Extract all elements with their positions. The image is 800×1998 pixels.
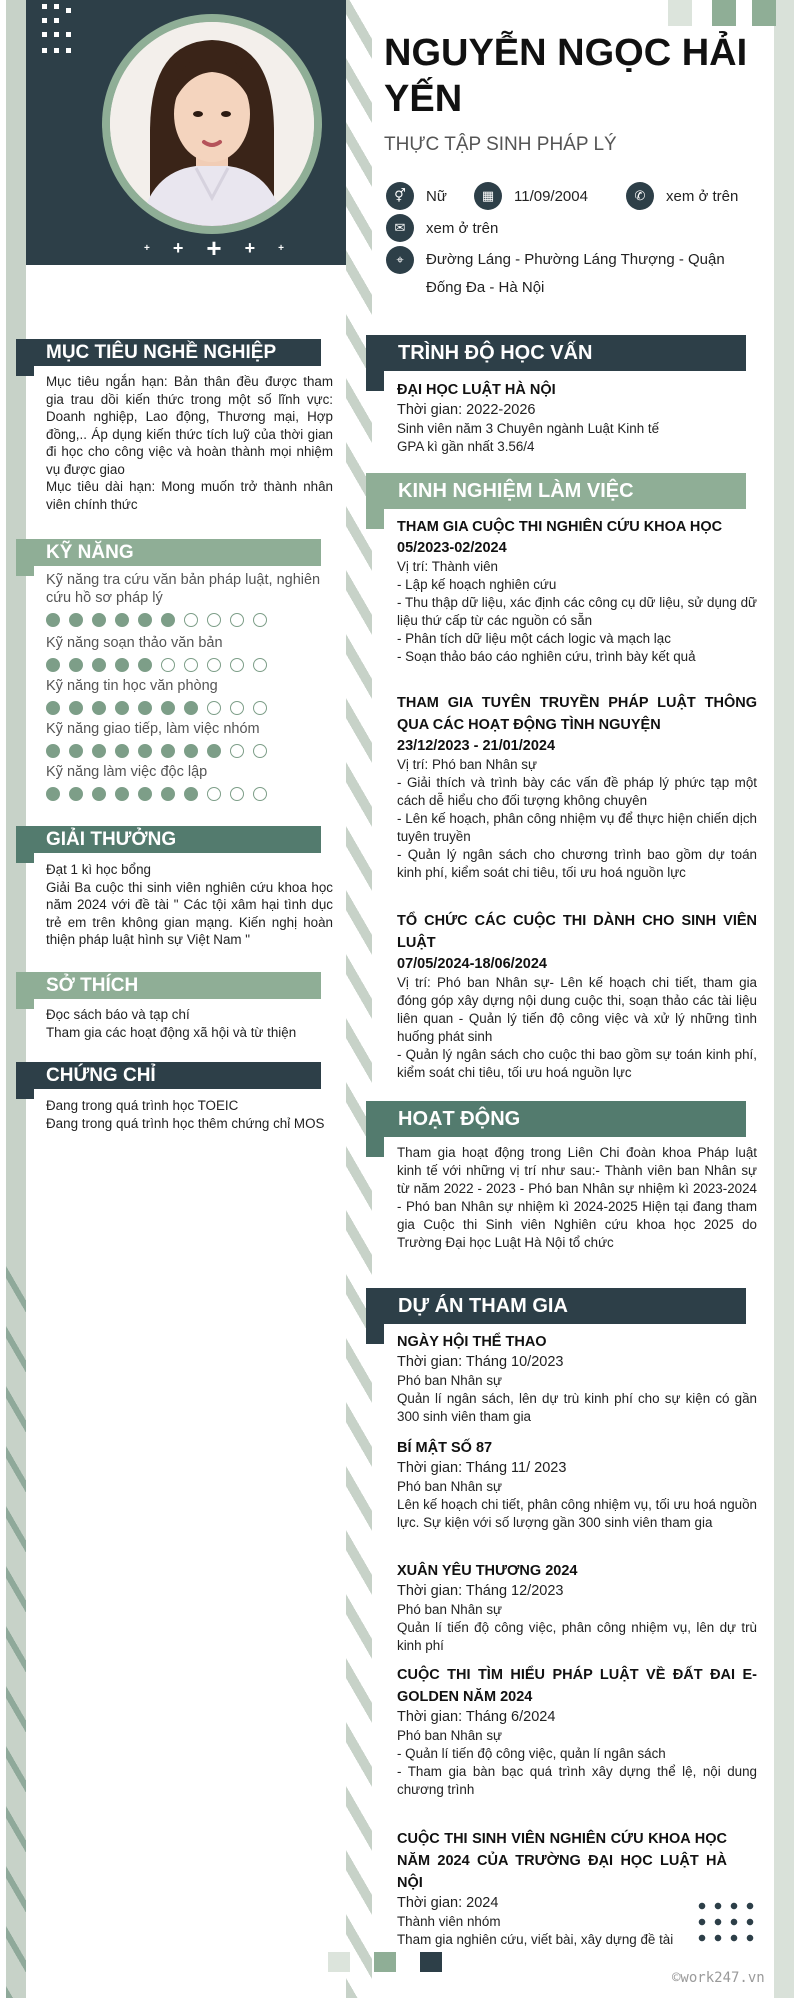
- rating-dot-filled: [92, 744, 106, 758]
- rating-dot-filled: [115, 613, 129, 627]
- rating-dot-filled: [115, 701, 129, 715]
- skill-name: Kỹ năng soạn thảo văn bản: [46, 635, 223, 651]
- email-value: xem ở trên: [426, 219, 499, 237]
- experience-date: 07/05/2024-18/06/2024: [397, 956, 547, 972]
- deco-square: [752, 0, 776, 26]
- project-desc: Quản lí ngân sách, lên dự trù kinh phí cho sự kiện có gần 300 sinh viên tham gia: [397, 1391, 757, 1424]
- education-gpa: GPA kì gần nhất 3.56/4: [397, 439, 535, 454]
- rating-dot-filled: [138, 613, 152, 627]
- rating-dot-filled: [69, 613, 83, 627]
- rating-dot-empty: [184, 613, 198, 627]
- address-value: Đường Láng - Phường Láng Thượng - Quận Đống Đa - Hà Nội: [426, 251, 725, 296]
- experience-item: [397, 692, 757, 882]
- experience-date: 23/12/2023 - 21/01/2024: [397, 738, 556, 754]
- rating-dot-filled: [46, 701, 60, 715]
- gender-value: Nữ: [426, 187, 447, 205]
- project-time: Thời gian: Tháng 12/2023: [397, 1583, 564, 1599]
- dots-grid-decoration: [42, 4, 76, 60]
- rating-dot-empty: [230, 658, 244, 672]
- rating-dot-filled: [207, 744, 221, 758]
- experience-desc: - Lập kế hoạch nghiên cứu - Thu thập dữ liệu, xác định các công cụ dữ liệu, sử dụng dữ liệu thứ cấp từ các nguồn có sẵn - Phân tích dữ liệu một cách logic và mạch lạc - Soạn thảo báo cáo nghiên cứu, trình bày kết quả: [397, 577, 757, 664]
- rating-dot-filled: [46, 787, 60, 801]
- plus-icon: +: [206, 232, 222, 263]
- rating-dot-empty: [253, 658, 267, 672]
- rating-dot-filled: [46, 744, 60, 758]
- experience-title: TỔ CHỨC CÁC CUỘC THI DÀNH CHO SINH VIÊN LUẬT: [397, 913, 757, 951]
- rating-dot-filled: [69, 701, 83, 715]
- calendar-icon: ▦: [474, 182, 502, 210]
- experience-role: Vị trí: Phó ban Nhân sự: [397, 757, 537, 772]
- project-item: [397, 1828, 727, 1949]
- middle-hatch-stripe: [346, 0, 372, 1998]
- project-role: Phó ban Nhân sự: [397, 1373, 503, 1388]
- heading-tab: [366, 509, 384, 529]
- rating-dot-filled: [184, 787, 198, 801]
- skill-name: Kỹ năng làm việc độc lập: [46, 764, 208, 780]
- heading-tab: [366, 1137, 384, 1157]
- skill-rating: [46, 787, 336, 801]
- hobbies-text: [46, 1006, 333, 1041]
- project-item: [397, 1560, 757, 1655]
- experience-title: THAM GIA TUYÊN TRUYỀN PHÁP LUẬT THÔNG QUA CÁC HOẠT ĐỘNG TÌNH NGUYỆN: [397, 695, 757, 733]
- plus-icon: +: [172, 237, 184, 258]
- rating-dot-empty: [253, 613, 267, 627]
- heading-tab: [16, 853, 34, 863]
- birthday-value: 11/09/2004: [514, 187, 588, 205]
- awards-text: [46, 861, 333, 949]
- rating-dot-empty: [207, 613, 221, 627]
- rating-dot-filled: [138, 701, 152, 715]
- deco-square: [668, 0, 692, 26]
- rating-dot-filled: [138, 787, 152, 801]
- rating-dot-empty: [230, 613, 244, 627]
- project-desc: Tham gia nghiên cứu, viết bài, xây dựng đề tài: [397, 1932, 674, 1947]
- rating-dot-filled: [115, 658, 129, 672]
- projects-heading: DỰ ÁN THAM GIA: [366, 1288, 746, 1324]
- rating-dot-filled: [115, 787, 129, 801]
- plus-icon: +: [278, 242, 284, 254]
- profile-photo: [110, 22, 314, 226]
- contact-birthday: [474, 182, 588, 210]
- heading-tab: [16, 366, 34, 376]
- project-title: BÍ MẬT SỐ 87: [397, 1440, 493, 1456]
- rating-dot-filled: [161, 744, 175, 758]
- experience-desc: - Quản lý ngân sách cho cuộc thi bao gồm sự toán kinh phí, kiểm soát chi tiêu, tối ưu hoá nguồn lực: [397, 1047, 757, 1080]
- education-heading: TRÌNH ĐỘ HỌC VẤN: [366, 335, 746, 371]
- rating-dot-filled: [115, 744, 129, 758]
- deco-square: [712, 0, 736, 26]
- deco-square: [420, 1952, 442, 1972]
- job-title: THỰC TẬP SINH PHÁP LÝ: [384, 134, 617, 155]
- rating-dot-filled: [69, 744, 83, 758]
- project-title: CUỘC THI TÌM HIỂU PHÁP LUẬT VỀ ĐẤT ĐAI E-GOLDEN NĂM 2024: [397, 1667, 757, 1705]
- experience-date: 05/2023-02/2024: [397, 540, 507, 556]
- certificate-item: Đang trong quá trình học TOEIC: [46, 1098, 239, 1113]
- full-name: NGUYỄN NGỌC HẢI YẾN: [384, 32, 748, 120]
- rating-dot-filled: [92, 787, 106, 801]
- deco-dot-grid: [694, 1898, 758, 1950]
- rating-dot-filled: [69, 787, 83, 801]
- project-time: Thời gian: Tháng 11/ 2023: [397, 1460, 567, 1476]
- award-item: Giải Ba cuộc thi sinh viên nghiên cứu khoa học năm 2024 với đề tài " Các tội xâm hại tình dục trẻ em trên không gian mạng. Kiến nghị hoàn thiện pháp luật hình sự Việt Nam ": [46, 879, 333, 947]
- rating-dot-empty: [230, 701, 244, 715]
- plus-icon: +: [244, 237, 256, 258]
- contact-email: [386, 214, 498, 242]
- project-role: Thành viên nhóm: [397, 1914, 501, 1929]
- activities-text: Tham gia hoạt động trong Liên Chi đoàn khoa Pháp luật kinh tế với những vị trí như sau:- Thành viên ban Nhân sự từ năm 2022 - 2023 - Phó ban Nhân sự nhiệm kì 2023-2024 - Phó ban Nhân sự nhiệm kì 2024-2025 Hiện tại đang tham gia Cuộc thi Sinh viên Nghiên cứu khoa học 2025 do Trường Đại học Luật Hà Nội tổ chức: [397, 1145, 757, 1250]
- skill-item: [46, 677, 336, 715]
- rating-dot-empty: [253, 701, 267, 715]
- experience-heading: KINH NGHIỆM LÀM VIỆC: [366, 473, 746, 509]
- rating-dot-empty: [207, 787, 221, 801]
- rating-dot-empty: [253, 787, 267, 801]
- project-desc: - Quản lí tiến độ công việc, quản lí ngân sách - Tham gia bàn bạc quá trình xây dựng thể lệ, nội dung chương trình: [397, 1746, 757, 1797]
- photo-block: [26, 0, 346, 265]
- rating-dot-empty: [207, 658, 221, 672]
- heading-tab: [16, 1089, 34, 1099]
- skill-item: [46, 634, 336, 672]
- hobby-item: Đọc sách báo và tạp chí: [46, 1007, 190, 1022]
- plus-icon: +: [144, 242, 150, 254]
- project-role: Phó ban Nhân sự: [397, 1602, 503, 1617]
- rating-dot-filled: [69, 658, 83, 672]
- rating-dot-empty: [184, 658, 198, 672]
- project-time: Thời gian: Tháng 6/2024: [397, 1709, 556, 1725]
- rating-dot-empty: [253, 744, 267, 758]
- experience-item: [397, 516, 757, 666]
- rating-dot-filled: [46, 658, 60, 672]
- skill-rating: [46, 613, 336, 627]
- project-desc: Quản lí tiến độ công việc, phân công nhiệm vụ, lên dự trù kinh phí: [397, 1620, 757, 1653]
- contact-gender: [386, 182, 447, 210]
- phone-icon: ✆: [626, 182, 654, 210]
- watermark: ©work247.vn: [672, 1970, 765, 1986]
- skill-item: [46, 571, 336, 627]
- project-title: XUÂN YÊU THƯƠNG 2024: [397, 1563, 578, 1579]
- contact-phone: [626, 182, 738, 210]
- contact-address: [386, 246, 756, 302]
- heading-tab: [16, 566, 34, 576]
- certificates-text: [46, 1097, 333, 1132]
- project-time: Thời gian: Tháng 10/2023: [397, 1354, 564, 1370]
- portrait-illustration: [110, 22, 314, 226]
- education-major: Sinh viên năm 3 Chuyên ngành Luật Kinh tế: [397, 421, 660, 436]
- experience-desc: - Giải thích và trình bày các vấn đề pháp lý phức tạp một cách dễ hiểu cho đối tượng không chuyên - Lên kế hoạch, phân công nhiệm vụ để thực hiện chiến dịch tuyên truyền - Quản lý ngân sách cho chương trình bao gồm dự toán kinh phí, kiểm soát chi tiêu, tối ưu hoá nguồn lực: [397, 775, 757, 880]
- skill-rating: [46, 744, 336, 758]
- school-name: ĐẠI HỌC LUẬT HÀ NỘI: [397, 382, 556, 398]
- objective-short-term: Mục tiêu ngắn hạn: Bản thân đều được tham gia trau dồi kiến thức trong một số lĩnh vực: Doanh nghiệp, Lao động, Thương mại, Hợp đồng,.. Áp dụng kiến thức tích luỹ của thời gian đi học cho công việc và hoàn thành mọi nhiệm vụ được giao: [46, 374, 333, 477]
- project-item: [397, 1437, 757, 1532]
- deco-square: [374, 1952, 396, 1972]
- education-time: Thời gian: 2022-2026: [397, 402, 536, 418]
- activities-heading: HOẠT ĐỘNG: [366, 1101, 746, 1137]
- project-role: Phó ban Nhân sự: [397, 1479, 503, 1494]
- education-block: [397, 379, 757, 456]
- rating-dot-empty: [230, 787, 244, 801]
- project-item: [397, 1664, 757, 1799]
- hobby-item: Tham gia các hoạt động xã hội và từ thiện: [46, 1024, 297, 1040]
- skill-item: [46, 720, 336, 758]
- experience-item: [397, 910, 757, 1082]
- rating-dot-filled: [184, 744, 198, 758]
- hobbies-heading: SỞ THÍCH: [16, 972, 321, 999]
- skill-rating: [46, 701, 336, 715]
- rating-dot-filled: [161, 787, 175, 801]
- project-title: NGÀY HỘI THỂ THAO: [397, 1334, 547, 1350]
- awards-heading: GIẢI THƯỞNG: [16, 826, 321, 853]
- rating-dot-filled: [138, 658, 152, 672]
- objective-long-term: Mục tiêu dài hạn: Mong muốn trở thành nhân viên chính thức: [46, 479, 333, 512]
- rating-dot-filled: [92, 701, 106, 715]
- rating-dot-filled: [46, 613, 60, 627]
- deco-square: [328, 1952, 350, 1972]
- experience-role: Vị trí: Phó ban Nhân sự- Lên kế hoạch chi tiết, tham gia đóng góp xây dựng nội dung cuộc thi, soạn thảo các tài liệu liên quan - Quản lý tiến độ công việc và xử lý những tình huống phát sinh: [397, 975, 757, 1044]
- heading-tab: [366, 371, 384, 391]
- skill-rating: [46, 658, 336, 672]
- rating-dot-empty: [207, 701, 221, 715]
- heading-tab: [366, 1324, 384, 1344]
- experience-role: Vị trí: Thành viên: [397, 559, 498, 574]
- objective-text: [46, 373, 333, 513]
- rating-dot-filled: [161, 613, 175, 627]
- rating-dot-filled: [92, 613, 106, 627]
- skill-name: Kỹ năng tra cứu văn bản pháp luật, nghiên cứu hồ sơ pháp lý: [46, 572, 321, 606]
- objective-heading: MỤC TIÊU NGHỀ NGHIỆP: [16, 339, 321, 366]
- heading-tab: [16, 999, 34, 1009]
- skills-heading: KỸ NĂNG: [16, 539, 321, 566]
- location-icon: ⌖: [386, 246, 414, 274]
- rating-dot-filled: [161, 701, 175, 715]
- rating-dot-filled: [184, 701, 198, 715]
- project-role: Phó ban Nhân sự: [397, 1728, 503, 1743]
- project-title: CUỘC THI SINH VIÊN NGHIÊN CỨU KHOA HỌC NĂM 2024 CỦA TRƯỜNG ĐẠI HỌC LUẬT HÀ NỘI: [397, 1831, 727, 1891]
- skill-item: [46, 763, 336, 801]
- project-time: Thời gian: 2024: [397, 1895, 499, 1911]
- left-hatch-stripe: [6, 1260, 26, 1998]
- award-item: Đạt 1 kì học bổng: [46, 862, 151, 877]
- project-desc: Lên kế hoạch chi tiết, phân công nhiệm vụ, tối ưu hoá nguồn lực. Sự kiện với số lượng gần 300 sinh viên tham gia: [397, 1497, 757, 1530]
- right-stripe: [774, 0, 794, 1998]
- project-item: [397, 1331, 757, 1426]
- rating-dot-filled: [138, 744, 152, 758]
- plus-decoration: [144, 232, 284, 263]
- email-icon: ✉: [386, 214, 414, 242]
- certificate-item: Đang trong quá trình học thêm chứng chỉ MOS: [46, 1115, 325, 1131]
- gender-icon: ⚥: [386, 182, 414, 210]
- experience-title: THAM GIA CUỘC THI NGHIÊN CỨU KHOA HỌC: [397, 519, 723, 535]
- skill-name: Kỹ năng giao tiếp, làm việc nhóm: [46, 721, 260, 737]
- rating-dot-empty: [230, 744, 244, 758]
- phone-value: xem ở trên: [666, 187, 739, 205]
- certificates-heading: CHỨNG CHỈ: [16, 1062, 321, 1089]
- skill-name: Kỹ năng tin học văn phòng: [46, 678, 218, 694]
- rating-dot-empty: [161, 658, 175, 672]
- rating-dot-filled: [92, 658, 106, 672]
